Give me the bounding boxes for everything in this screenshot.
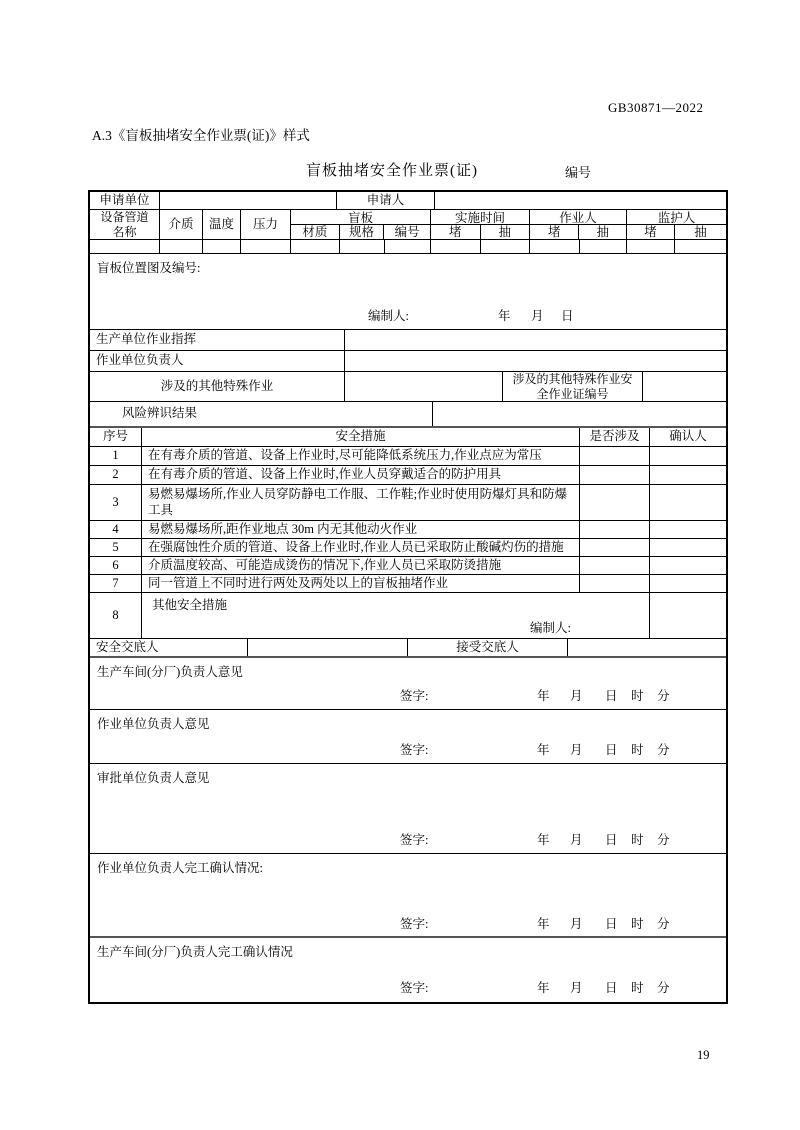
workshop-completion-label: 生产车间(分厂)负责人完工确认情况: [97, 945, 293, 959]
operator-plug-value-cell: [530, 240, 580, 253]
medium-header: 介质: [160, 210, 203, 239]
measure-no: 7: [90, 575, 142, 592]
operator-extract-value-cell: [580, 240, 627, 253]
spec-header: 规格: [340, 225, 385, 240]
sign-day: 日: [605, 689, 618, 703]
measure-text: 在有毒介质的管道、设备上作业时,作业人员穿戴适合的防护用具: [142, 466, 580, 484]
sign-month: 月: [570, 689, 583, 703]
sign-label: 签字:: [400, 917, 429, 931]
row-measures-header: [90, 428, 726, 447]
workshop-opinion-label: 生产车间(分厂)负责人意见: [97, 665, 243, 679]
map-day-label: 日: [561, 309, 574, 323]
row-workshop-completion: [90, 938, 726, 1002]
unit-opinion-cell: [90, 710, 726, 764]
sign-minute: 分: [657, 833, 670, 847]
measure-no: 1: [90, 447, 142, 465]
risk-label: 风险辨识结果: [90, 402, 433, 426]
measure-confirmer-cell: [650, 466, 726, 484]
serial-number-label: 编号: [565, 165, 592, 180]
measure-confirmer-cell: [650, 521, 726, 538]
sign-hour: 时: [631, 689, 644, 703]
material-header: 材质: [291, 225, 340, 240]
measure-row-1: [90, 447, 726, 466]
impl-plug-value-cell: [431, 240, 481, 253]
measures-preparer-label: 编制人:: [530, 621, 571, 635]
measure-row-6: [90, 557, 726, 575]
applicant-value-cell: [435, 192, 726, 209]
measure-involved-cell: [580, 466, 650, 484]
row-disclosure: [90, 639, 726, 658]
measure-no: 2: [90, 466, 142, 484]
equipment-name-header: 设备管道名称: [90, 210, 160, 239]
measure-confirmer-cell: [650, 557, 726, 574]
sign-hour: 时: [631, 743, 644, 757]
measure-involved-cell: [580, 485, 650, 520]
measure-involved-cell: [580, 447, 650, 465]
approval-opinion-cell: [90, 764, 726, 854]
sign-month: 月: [570, 981, 583, 995]
sign-minute: 分: [657, 743, 670, 757]
applicant-label: 申请人: [337, 192, 435, 209]
measure-text: 在有毒介质的管道、设备上作业时,尽可能降低系统压力,作业点应为常压: [142, 447, 580, 465]
measure-row-7: [90, 575, 726, 593]
measure-text: 易燃易爆场所,距作业地点 30m 内无其他动火作业: [142, 521, 580, 538]
map-year-label: 年: [498, 309, 511, 323]
special-work-label: 涉及的其他特殊作业: [90, 372, 345, 401]
map-month-label: 月: [531, 309, 544, 323]
other-measures-cell: [142, 593, 650, 639]
work-permit-table: [88, 190, 728, 1004]
row-position-map: [90, 254, 726, 330]
sign-label: 签字:: [400, 981, 429, 995]
measure-involved-cell: [580, 521, 650, 538]
measure-text: 易燃易爆场所,作业人员穿防静电工作服、工作鞋;作业时使用防爆灯具和防爆工具: [142, 485, 580, 520]
sign-label: 签字:: [400, 743, 429, 757]
sign-year: 年: [537, 981, 550, 995]
measure-row-3: [90, 485, 726, 521]
other-measures-label: 其他安全措施: [152, 598, 228, 612]
material-value-cell: [291, 240, 340, 253]
operator-group-header: [530, 210, 627, 239]
measure-confirmer-cell: [650, 593, 726, 638]
impl-plug-header: 堵: [431, 225, 481, 240]
guardian-plug-header: 堵: [627, 225, 675, 240]
measure-no: 8: [90, 593, 142, 638]
row-special-work: [90, 372, 726, 402]
measure-confirmer-cell: [650, 575, 726, 592]
measure-involved-cell: [580, 557, 650, 574]
measure-confirmer-header: 确认人: [669, 429, 707, 444]
measure-text-header: 安全措施: [142, 428, 580, 446]
row-unit-leader: [90, 351, 726, 372]
measure-row-5: [90, 539, 726, 557]
measure-no: 6: [90, 557, 142, 574]
sign-month: 月: [570, 743, 583, 757]
row-unit-opinion: [90, 710, 726, 764]
disclosure-receiver-value-cell: [568, 639, 726, 656]
measure-no-header: 序号: [90, 428, 142, 446]
pressure-value-cell: [241, 240, 291, 253]
applicant-unit-label: 申请单位: [90, 192, 160, 209]
unit-completion-cell: [90, 854, 726, 938]
sign-day: 日: [605, 917, 618, 931]
special-cert-value-cell: [643, 372, 726, 401]
measure-confirmer-cell: [650, 539, 726, 556]
measure-no: 4: [90, 521, 142, 538]
spec-value-cell: [340, 240, 385, 253]
workshop-opinion-cell: [90, 658, 726, 710]
row-equipment-header: [90, 210, 726, 240]
sign-year: 年: [537, 917, 550, 931]
blind-plate-header: 盲板: [291, 210, 430, 225]
sign-hour: 时: [631, 981, 644, 995]
form-title: 盲板抽堵安全作业票(证): [306, 163, 478, 179]
unit-leader-value-cell: [345, 351, 726, 371]
sign-minute: 分: [657, 917, 670, 931]
standard-number: GB30871—2022: [608, 100, 704, 115]
sign-month: 月: [570, 917, 583, 931]
row-risk: [90, 402, 726, 428]
row-approval-opinion: [90, 764, 726, 854]
disclosure-giver-value-cell: [248, 639, 408, 656]
commander-value-cell: [345, 330, 726, 350]
guardian-plug-value-cell: [627, 240, 675, 253]
commander-label: 生产单位作业指挥: [90, 330, 345, 350]
sign-year: 年: [537, 743, 550, 757]
guardian-group-header: [627, 210, 726, 239]
sign-month: 月: [570, 833, 583, 847]
sign-minute: 分: [657, 689, 670, 703]
operator-plug-header: 堵: [530, 225, 579, 240]
sign-year: 年: [537, 689, 550, 703]
row-applicant: [90, 192, 726, 210]
number-header: 编号: [394, 225, 420, 239]
risk-value-cell: [433, 402, 726, 426]
position-map-label: 盲板位置图及编号:: [97, 261, 201, 275]
measure-row-2: [90, 466, 726, 485]
map-preparer-label: 编制人:: [368, 309, 409, 323]
workshop-completion-cell: [90, 938, 726, 1002]
sign-day: 日: [605, 743, 618, 757]
unit-leader-label: 作业单位负责人: [90, 351, 345, 371]
special-work-value-cell: [345, 372, 503, 401]
blind-plate-group-header: [291, 210, 431, 239]
guardian-extract-value-cell: [675, 240, 726, 253]
pressure-header: 压力: [241, 210, 291, 239]
temperature-value-cell: [203, 240, 241, 253]
measure-involved-cell: [580, 539, 650, 556]
row-commander: [90, 330, 726, 351]
position-map-cell: [90, 254, 726, 330]
disclosure-receiver-label: 接受交底人: [408, 639, 568, 656]
approval-opinion-label: 审批单位负责人意见: [97, 771, 210, 785]
impl-time-group-header: [431, 210, 530, 239]
guardian-extract-header: 抽: [694, 225, 707, 239]
measure-involved-cell: [580, 575, 650, 592]
measure-row-4: [90, 521, 726, 539]
medium-value-cell: [160, 240, 203, 253]
impl-extract-header: 抽: [498, 225, 511, 239]
row-equipment-values: [90, 240, 726, 254]
measure-confirmer-cell: [650, 447, 726, 465]
measure-no: 5: [90, 539, 142, 556]
sign-hour: 时: [631, 917, 644, 931]
page-number: 19: [697, 1048, 710, 1062]
operator-extract-header: 抽: [596, 225, 609, 239]
sign-minute: 分: [657, 981, 670, 995]
unit-completion-label: 作业单位负责人完工确认情况:: [97, 861, 263, 875]
sign-day: 日: [605, 833, 618, 847]
row-workshop-opinion: [90, 658, 726, 710]
measure-text: 在强腐蚀性介质的管道、设备上作业时,作业人员已采取防止酸碱灼伤的措施: [142, 539, 580, 556]
measure-text: 介质温度较高、可能造成烫伤的情况下,作业人员已采取防烫措施: [142, 557, 580, 574]
temperature-header: 温度: [203, 210, 241, 239]
guardian-header: 监护人: [627, 210, 726, 225]
sign-year: 年: [537, 833, 550, 847]
unit-opinion-label: 作业单位负责人意见: [97, 717, 210, 731]
impl-time-header: 实施时间: [431, 210, 529, 225]
number-value-cell: [385, 240, 431, 253]
sign-label: 签字:: [400, 833, 429, 847]
equipment-name-value-cell: [90, 240, 160, 253]
measure-involved-header: 是否涉及: [580, 428, 650, 446]
applicant-unit-value-cell: [160, 192, 337, 209]
measure-row-8: [90, 593, 726, 639]
sign-label: 签字:: [400, 689, 429, 703]
disclosure-giver-label: 安全交底人: [90, 639, 248, 656]
measure-text: 同一管道上不同时进行两处及两处以上的盲板抽堵作业: [142, 575, 580, 592]
sign-hour: 时: [631, 833, 644, 847]
measure-no: 3: [90, 485, 142, 520]
section-heading: A.3《盲板抽堵安全作业票(证)》样式: [92, 128, 310, 143]
operator-header: 作业人: [530, 210, 626, 225]
sign-day: 日: [605, 981, 618, 995]
measure-confirmer-cell: [650, 485, 726, 520]
row-unit-completion: [90, 854, 726, 938]
special-cert-label: 涉及的其他特殊作业安全作业证编号: [503, 372, 643, 401]
impl-extract-value-cell: [481, 240, 530, 253]
